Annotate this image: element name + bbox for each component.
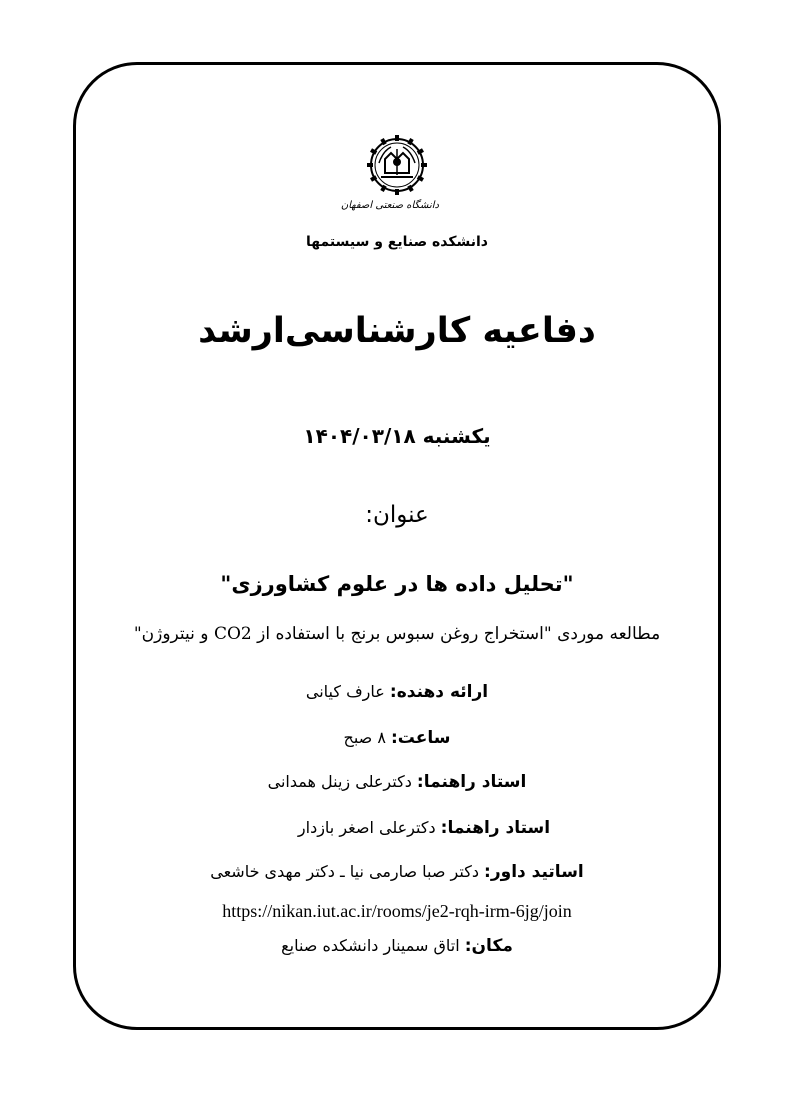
logo-caption: دانشگاه صنعتی اصفهان bbox=[340, 200, 439, 211]
referees-names: دکتر صبا صارمی نیا ـ دکتر مهدی خاشعی bbox=[210, 862, 479, 881]
place-line bbox=[73, 936, 721, 956]
defense-date: یکشنبه ۱۴۰۴/۰۳/۱۸ bbox=[303, 424, 491, 448]
faculty-name: دانشکده صنایع و سیستمها bbox=[306, 234, 488, 250]
presenter-label: ارائه دهنده: bbox=[389, 682, 489, 702]
advisor-name-2: دکترعلی اصغر بازدار bbox=[297, 818, 436, 837]
place-value: اتاق سمینار دانشکده صنایع bbox=[281, 936, 460, 955]
referees-line bbox=[73, 862, 721, 882]
referees-label: اساتید داور: bbox=[484, 862, 584, 882]
advisor-name-1: دکترعلی زینل همدانی bbox=[267, 772, 412, 791]
presenter-name: عارف کیانی bbox=[305, 682, 385, 701]
presenter-line bbox=[73, 682, 721, 702]
time-label: ساعت: bbox=[391, 728, 451, 748]
page-title: دفاعیه کارشناسی‌ارشد bbox=[198, 311, 596, 351]
place-label: مکان: bbox=[464, 936, 513, 956]
time-value: ۸ صبح bbox=[343, 728, 386, 747]
advisor-line-2 bbox=[100, 818, 748, 838]
subject-label: عنوان: bbox=[365, 502, 429, 528]
meeting-link[interactable]: https://nikan.iut.ac.ir/rooms/je2-rqh-irm-6jg/join bbox=[222, 901, 572, 921]
subject-title: "تحلیل داده ها در علوم کشاورزی" bbox=[220, 572, 574, 596]
university-logo bbox=[340, 132, 439, 228]
advisor-label-2: استاد راهنما: bbox=[440, 818, 551, 838]
time-line bbox=[73, 728, 721, 748]
advisor-line-1 bbox=[73, 772, 721, 792]
advisor-label-1: استاد راهنما: bbox=[416, 772, 527, 792]
university-emblem-icon bbox=[355, 132, 439, 198]
case-study-title: مطالعه موردی "استخراج روغن سبوس برنج با استفاده از CO2 و نیتروژن" bbox=[133, 624, 661, 644]
